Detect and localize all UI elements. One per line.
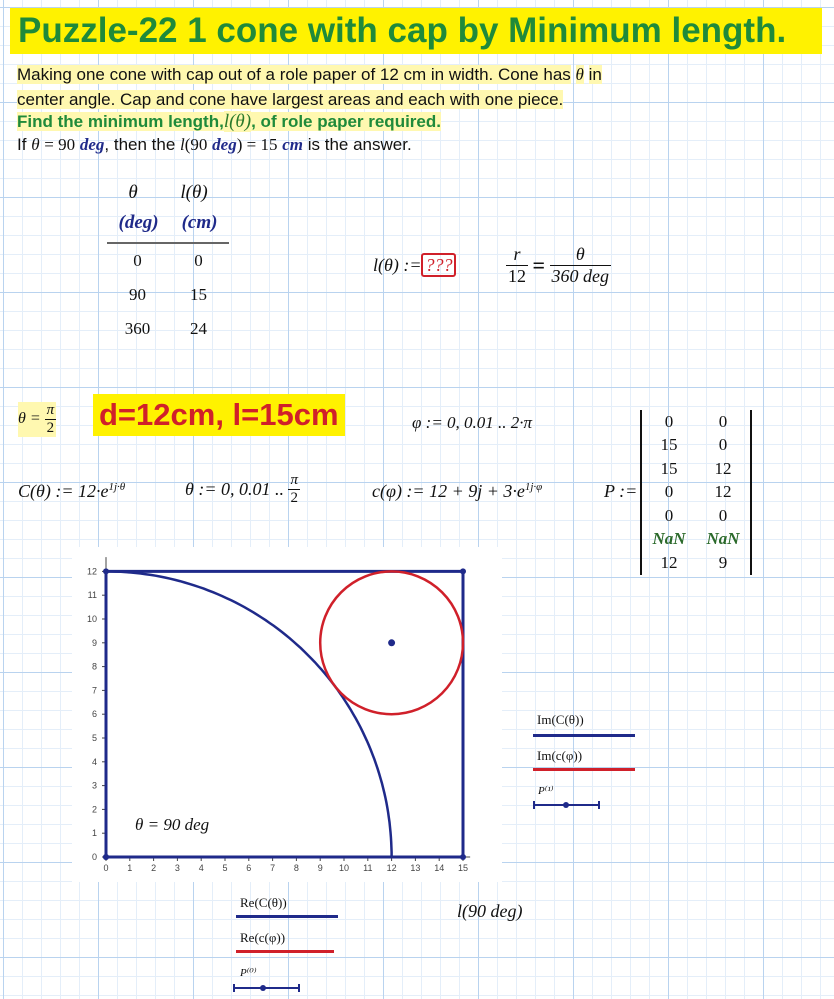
table-cell: 360 <box>124 319 151 338</box>
intro-text-2: center angle. Cap and cone have largest areas and each with one piece. <box>17 90 564 109</box>
matrix-cell: 12 <box>660 552 678 572</box>
table-unit-deg: (deg) <box>118 212 159 233</box>
x-tick-label: 0 <box>103 863 109 873</box>
p-vertex <box>103 854 109 860</box>
ratio-equation <box>506 244 611 287</box>
deg-unit: deg <box>79 135 105 154</box>
table-cell: 0 <box>194 251 203 270</box>
y-tick-label: 1 <box>91 828 97 839</box>
legend-line-red <box>533 768 635 771</box>
table-header-row <box>107 182 229 212</box>
y-tick-label: 4 <box>91 756 97 767</box>
C-exponent: 1j·θ <box>108 481 126 493</box>
matrix-row <box>642 410 750 434</box>
intro-text-4d: , then the <box>104 135 176 154</box>
intro-text-4i: is the answer. <box>307 135 412 154</box>
ratio-left-fraction <box>506 244 528 287</box>
y-tick-label: 11 <box>87 590 97 601</box>
y-tick-label: 3 <box>91 780 97 791</box>
x-tick-label: 1 <box>127 863 133 873</box>
theta-range <box>185 472 300 507</box>
ratio-den-360deg: 360 deg <box>551 266 610 286</box>
legend-x-3 <box>240 966 257 979</box>
p-vertex <box>460 568 466 574</box>
x-tick-label: 6 <box>246 863 252 873</box>
P-matrix <box>640 410 752 575</box>
l-theta-lhs: l(θ) := <box>373 255 422 275</box>
x-tick-label: 8 <box>293 863 299 873</box>
theta-range-den: 2 <box>290 490 298 506</box>
l-symbol: l <box>180 135 185 154</box>
unknown-placeholder[interactable]: ??? <box>421 253 456 277</box>
c-definition <box>372 481 542 502</box>
P-label <box>604 481 637 502</box>
legend-label: P⁽⁰⁾ <box>240 967 257 979</box>
plot-area[interactable] <box>72 547 502 882</box>
ratio-num-r: r <box>506 244 528 266</box>
matrix-cell-nan: NaN <box>652 529 686 549</box>
legend-marker-line <box>533 800 601 810</box>
intro-text-4a: If <box>17 135 27 154</box>
matrix-cell: 0 <box>664 482 674 502</box>
table-header-theta: θ <box>128 182 138 203</box>
legend-line-navy <box>533 734 635 737</box>
y-tick-label: 8 <box>91 661 97 672</box>
intro-text-4g: ) = 15 <box>236 135 278 154</box>
p-vertex <box>460 854 466 860</box>
theta-symbol: θ <box>575 65 584 84</box>
x-tick-label: 2 <box>151 863 157 873</box>
intro-line-1 <box>17 62 602 87</box>
theta-symbol-2: θ <box>31 135 40 154</box>
C-definition <box>18 481 125 502</box>
x-tick-label: 3 <box>174 863 180 873</box>
matrix-row <box>642 551 750 575</box>
legend-label: Re(c(φ)) <box>240 930 286 945</box>
matrix-cell: 15 <box>660 435 678 455</box>
theta-den-2: 2 <box>46 420 55 436</box>
deg-unit-2: deg <box>212 135 237 154</box>
y-tick-label: 6 <box>91 709 97 720</box>
matrix-cell-nan: NaN <box>706 529 740 549</box>
legend-line-navy <box>236 915 338 918</box>
ratio-den-12: 12 <box>508 266 526 286</box>
y-tick-label: 12 <box>86 566 97 577</box>
matrix-cell: 0 <box>664 411 674 431</box>
x-tick-label: 5 <box>222 863 228 873</box>
c-def-text: c(φ) := 12 + 9j + 3·e <box>372 481 525 501</box>
table-unit-cm: (cm) <box>181 212 218 233</box>
legend-x-1 <box>240 895 287 911</box>
table-cell: 0 <box>133 251 142 270</box>
y-tick-label: 10 <box>86 614 97 624</box>
matrix-cell: 0 <box>718 505 728 525</box>
phi-range-text: φ := 0, 0.01 .. 2·π <box>412 413 533 432</box>
x-tick-label: 11 <box>363 863 373 873</box>
intro-text-4e: (90 <box>184 135 208 154</box>
ratio-right-fraction <box>550 244 612 287</box>
matrix-cell: 12 <box>714 482 732 502</box>
matrix-cell: 12 <box>714 458 732 478</box>
table-cell: 15 <box>190 285 207 304</box>
intro-line-3 <box>17 109 441 134</box>
plot-annotation: θ = 90 deg <box>135 815 210 834</box>
page-title: Puzzle-22 1 cone with cap by Minimum length. <box>10 8 822 54</box>
table-row <box>107 312 229 346</box>
matrix-cell: 0 <box>718 411 728 431</box>
cm-unit: cm <box>282 135 303 154</box>
matrix-row <box>642 504 750 528</box>
legend-x-2 <box>240 930 285 946</box>
y-tick-label: 0 <box>91 852 97 862</box>
legend-label: Re(C(θ)) <box>240 895 287 910</box>
matrix-cell: 15 <box>660 458 678 478</box>
x-tick-label: 10 <box>338 863 350 873</box>
y-tick-label: 7 <box>91 685 97 696</box>
legend-y-3 <box>538 784 553 797</box>
theta-fraction <box>45 402 57 437</box>
legend-y-2 <box>537 748 582 764</box>
x-tick-label: 15 <box>457 863 469 873</box>
matrix-cell: 0 <box>718 435 728 455</box>
intro-text-1a: Making one cone with cap out of a role paper of 12 cm in width. Cone has <box>17 65 571 84</box>
intro-text-4b: = 90 <box>44 135 76 154</box>
y-tick-label: 2 <box>91 804 97 815</box>
table-units-row <box>107 212 229 244</box>
answer-box: d=12cm, l=15cm <box>93 394 345 436</box>
ratio-equals: = <box>532 252 546 278</box>
x-tick-label: 14 <box>434 863 445 873</box>
matrix-cell: 0 <box>664 505 674 525</box>
theta-range-fraction <box>288 472 300 507</box>
matrix-row <box>642 481 750 505</box>
c-exponent: 1j·φ <box>524 481 543 493</box>
theta-range-num: π <box>290 472 298 488</box>
cap-center-point <box>388 639 395 646</box>
matrix-row <box>642 457 750 481</box>
legend-label: P⁽¹⁾ <box>538 785 554 797</box>
intro-text-3a: Find the minimum length, <box>17 112 224 131</box>
table-cell: 90 <box>129 285 146 304</box>
table-row <box>107 278 229 312</box>
table-cell: 24 <box>190 319 207 338</box>
legend-line-red <box>236 950 334 953</box>
matrix-row <box>642 528 750 552</box>
x-tick-label: 13 <box>410 863 421 873</box>
x-tick-label: 9 <box>317 863 323 873</box>
y-tick-label: 5 <box>91 733 97 743</box>
legend-y-1 <box>537 712 584 728</box>
theta-range-text: θ := 0, 0.01 .. <box>185 479 284 499</box>
theta-num-pi: π <box>46 402 55 418</box>
ratio-num-theta: θ <box>550 244 612 266</box>
intro-text-1b: in <box>588 65 602 84</box>
y-tick-label: 9 <box>91 637 97 648</box>
l-theta-definition <box>373 255 456 276</box>
data-table <box>107 182 229 346</box>
x-axis-note: l(90 deg) <box>457 901 523 921</box>
P-label-text: P := <box>604 481 638 501</box>
intro-line-4 <box>17 132 412 157</box>
theta-value <box>18 402 56 437</box>
legend-label: Im(C(θ)) <box>537 712 584 727</box>
matrix-row <box>642 434 750 458</box>
matrix-cell: 9 <box>718 552 728 572</box>
table-row <box>107 244 229 278</box>
x-tick-label: 12 <box>386 863 397 873</box>
phi-range <box>412 413 532 433</box>
legend-label: Im(c(φ)) <box>537 748 583 763</box>
theta-eq-lhs: θ = <box>18 410 41 428</box>
l-theta-symbol: l(θ) <box>223 111 252 132</box>
x-tick-label: 7 <box>270 863 276 873</box>
x-tick-label: 4 <box>198 863 204 873</box>
table-header-l: l(θ) <box>180 182 208 203</box>
intro-text-3b: , of role paper required. <box>251 112 441 131</box>
C-def-text: C(θ) := 12·e <box>18 481 109 501</box>
legend-marker-line <box>233 983 301 993</box>
